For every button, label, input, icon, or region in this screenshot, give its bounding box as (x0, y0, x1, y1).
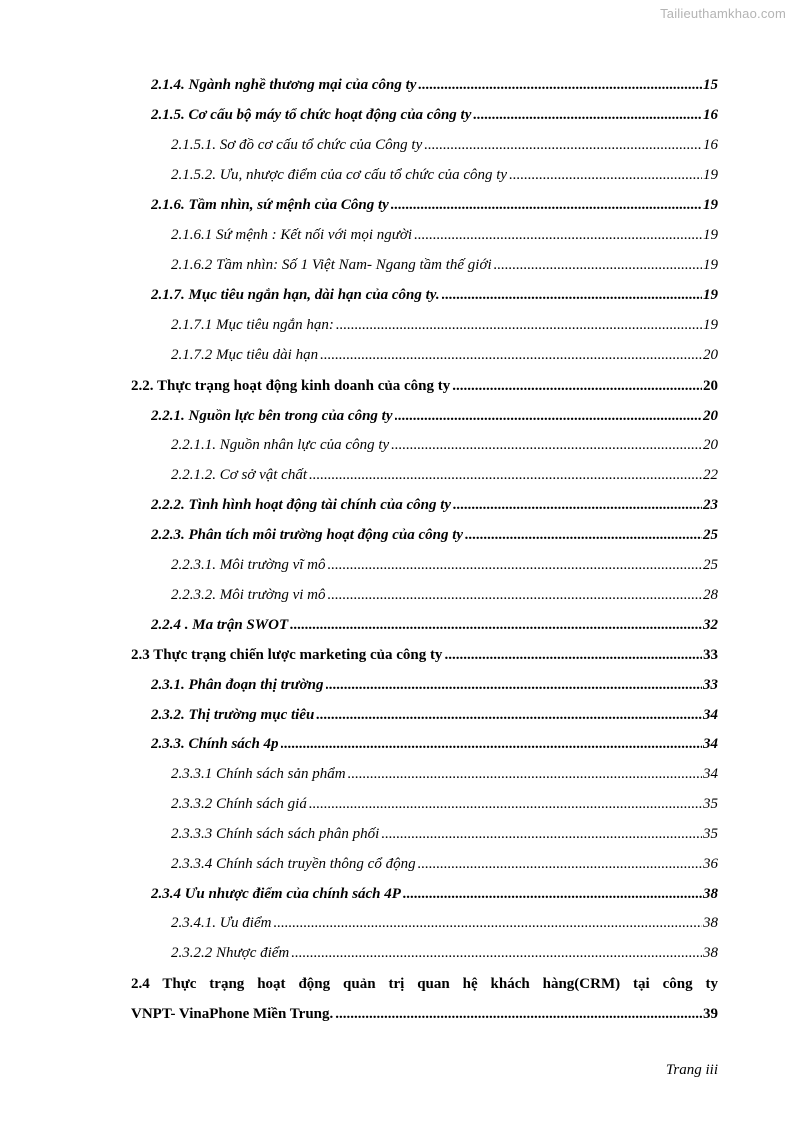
toc-entry[interactable] (171, 854, 718, 874)
toc-leader-dots (335, 1004, 702, 1024)
toc-leader-dots (473, 105, 702, 125)
toc-entry-page: 19 (703, 197, 718, 213)
toc-entry[interactable] (151, 884, 718, 904)
toc-entry[interactable] (151, 105, 718, 125)
toc-entry-page: 34 (703, 707, 718, 723)
toc-entry[interactable] (151, 195, 718, 215)
toc-entry-title: 2.3.2.2 Nhược điểm (171, 945, 290, 961)
toc-entry-title: 2.3.1. Phân đoạn thị trường (151, 677, 324, 693)
toc-entry[interactable] (171, 315, 718, 335)
toc-entry-page: 35 (703, 826, 718, 842)
toc-leader-dots (444, 645, 702, 665)
toc-entry-page: 19 (703, 287, 718, 303)
toc-entry-title: 2.1.5.2. Ưu, nhược điểm của cơ cấu tổ chức của công ty (171, 167, 508, 183)
toc-entry-title: 2.3.3.4 Chính sách truyền thông cổ động (171, 856, 416, 872)
toc-leader-dots (328, 555, 702, 575)
toc-entry[interactable] (171, 345, 718, 365)
toc-entry[interactable] (171, 435, 718, 455)
toc-entry-page: 36 (703, 856, 718, 872)
toc-entry[interactable] (151, 525, 718, 545)
toc-leader-dots (316, 705, 702, 725)
toc-entry-title: 2.2.3.2. Môi trường vi mô (171, 587, 326, 603)
toc-entry[interactable] (171, 794, 718, 814)
toc-leader-dots (414, 225, 702, 245)
toc-entry[interactable] (151, 675, 718, 695)
toc-entry-title: 2.3.3. Chính sách 4p (151, 736, 279, 752)
toc-entry-title: 2.2.3.1. Môi trường vĩ mô (171, 557, 326, 573)
toc-entry-page: 15 (703, 77, 718, 93)
toc-leader-dots (442, 285, 702, 305)
toc-entry-page: 16 (703, 107, 718, 123)
toc-leader-dots (291, 943, 702, 963)
toc-entry-title: 2.2. Thực trạng hoạt động kinh doanh của công ty (131, 378, 451, 394)
toc-leader-dots (326, 675, 703, 695)
toc-leader-dots (348, 764, 702, 784)
toc-leader-dots (452, 376, 702, 396)
toc-entry-title: 2.2.1.2. Cơ sở vật chất (171, 467, 308, 483)
toc-entry-title: 2.2.3. Phân tích môi trường hoạt động của công ty (151, 527, 464, 543)
toc-entry-page: 20 (703, 378, 718, 394)
toc-entry-page: 34 (703, 736, 718, 752)
page-footer: Trang iii (665, 1062, 718, 1078)
toc-entry-title: 2.1.7.2 Mục tiêu dài hạn (171, 347, 319, 363)
toc-entry-title: 2.1.5.1. Sơ đồ cơ cấu tổ chức của Công ty (171, 137, 423, 153)
toc-entry-page: 33 (703, 647, 718, 663)
toc-entry-page: 19 (703, 167, 718, 183)
toc-entry-page: 38 (703, 886, 718, 902)
toc-leader-dots (418, 854, 702, 874)
toc-leader-dots (453, 495, 702, 515)
toc-entry-title: 2.2.1. Nguồn lực bên trong của công ty (151, 408, 393, 424)
toc-entry-title: VNPT- VinaPhone Miền Trung. (131, 1006, 334, 1022)
toc-entry-title: 2.3.3.2 Chính sách giá (171, 796, 307, 812)
toc-entry[interactable] (171, 135, 718, 155)
toc-entry-page: 20 (703, 437, 718, 453)
toc-leader-dots (391, 435, 702, 455)
toc-leader-dots (424, 135, 702, 155)
toc-entry[interactable] (151, 734, 718, 754)
toc-entry[interactable] (171, 165, 718, 185)
watermark-text: Tailieuthamkhao.com (660, 6, 786, 21)
toc-entry-page: 32 (703, 617, 718, 633)
toc-entry-page: 20 (703, 347, 718, 363)
toc-entry-title: 2.3.4.1. Ưu điểm (171, 915, 272, 931)
toc-entry[interactable] (171, 585, 718, 605)
toc-leader-dots (418, 75, 702, 95)
toc-entry-page: 20 (703, 408, 718, 424)
toc-entry-title: 2.1.7.1 Mục tiêu ngắn hạn: (171, 317, 334, 333)
toc-leader-dots (320, 345, 702, 365)
toc-entry-page: 25 (703, 557, 718, 573)
toc-entry-long-line1[interactable]: 2.4 Thực trạng hoạt động quản trị quan hệ khách hàng(CRM) tại công ty (131, 976, 718, 992)
toc-entry-title: 2.1.7. Mục tiêu ngắn hạn, dài hạn của công ty. (151, 287, 440, 303)
toc-leader-dots (509, 165, 702, 185)
toc-entry-title: 2.3.4 Ưu nhược điểm của chính sách 4P (151, 886, 401, 902)
toc-entry-page: 19 (703, 227, 718, 243)
toc-entry[interactable] (151, 495, 718, 515)
toc-entry[interactable] (151, 406, 718, 426)
toc-entry[interactable] (131, 376, 718, 396)
toc-entry-page: 16 (703, 137, 718, 153)
toc-entry-page: 19 (703, 317, 718, 333)
toc-leader-dots (290, 615, 702, 635)
toc-entry-title: 2.1.6.1 Sứ mệnh : Kết nối với mọi người (171, 227, 413, 243)
toc-entry[interactable] (151, 705, 718, 725)
toc-entry[interactable] (171, 824, 718, 844)
toc-leader-dots (328, 585, 702, 605)
toc-entry-page: 35 (703, 796, 718, 812)
toc-entry[interactable] (151, 615, 718, 635)
toc-leader-dots (309, 794, 702, 814)
toc-leader-dots (381, 824, 702, 844)
toc-entry-title: 2.3.3.3 Chính sách sách phân phối (171, 826, 380, 842)
toc-leader-dots (281, 734, 702, 754)
toc-entry[interactable] (171, 913, 718, 933)
toc-entry[interactable] (171, 555, 718, 575)
toc-leader-dots (465, 525, 702, 545)
toc-entry-page: 28 (703, 587, 718, 603)
toc-entry[interactable] (171, 465, 718, 485)
toc-entry[interactable] (151, 75, 718, 95)
toc-entry-title: 2.2.2. Tình hình hoạt động tài chính của công ty (151, 497, 452, 513)
toc-entry-page: 23 (703, 497, 718, 513)
toc-entry[interactable] (171, 943, 718, 963)
toc-entry-title: 2.3 Thực trạng chiến lược marketing của công ty (131, 647, 443, 663)
toc-leader-dots (494, 255, 702, 275)
toc-entry[interactable] (171, 255, 718, 275)
toc-entry-page: 33 (703, 677, 718, 693)
toc-entry-title: 2.1.6. Tầm nhìn, sứ mệnh của Công ty (151, 197, 389, 213)
toc-entry-page: 19 (703, 257, 718, 273)
toc-entry-page: 38 (703, 945, 718, 961)
toc-entry-title: 2.1.4. Ngành nghề thương mại của công ty (151, 77, 417, 93)
toc-leader-dots (309, 465, 702, 485)
toc-entry-page: 25 (703, 527, 718, 543)
toc-entry-title: 2.3.3.1 Chính sách sản phẩm (171, 766, 346, 782)
toc-entry[interactable] (131, 1004, 718, 1024)
toc-entry[interactable] (151, 285, 718, 305)
toc-entry-title: 2.3.2. Thị trường mục tiêu (151, 707, 315, 723)
toc-entry-page: 34 (703, 766, 718, 782)
toc-entry[interactable] (131, 645, 718, 665)
toc-leader-dots (391, 195, 702, 215)
toc-leader-dots (395, 406, 702, 426)
toc-leader-dots (336, 315, 702, 335)
toc-entry-page: 38 (703, 915, 718, 931)
toc-entry-page: 39 (703, 1006, 718, 1022)
toc-leader-dots (403, 884, 702, 904)
toc-entry[interactable] (171, 225, 718, 245)
toc-entry-title: 2.1.5. Cơ cấu bộ máy tổ chức hoạt động của công ty (151, 107, 472, 123)
toc-entry-title: 2.1.6.2 Tầm nhìn: Số 1 Việt Nam- Ngang tầm thế giới (171, 257, 492, 273)
toc-entry-page: 22 (703, 467, 718, 483)
toc-leader-dots (273, 913, 702, 933)
toc-entry-title: 2.2.4 . Ma trận SWOT (151, 617, 289, 633)
toc-entry-title: 2.2.1.1. Nguồn nhân lực của công ty (171, 437, 390, 453)
toc-entry[interactable] (171, 764, 718, 784)
